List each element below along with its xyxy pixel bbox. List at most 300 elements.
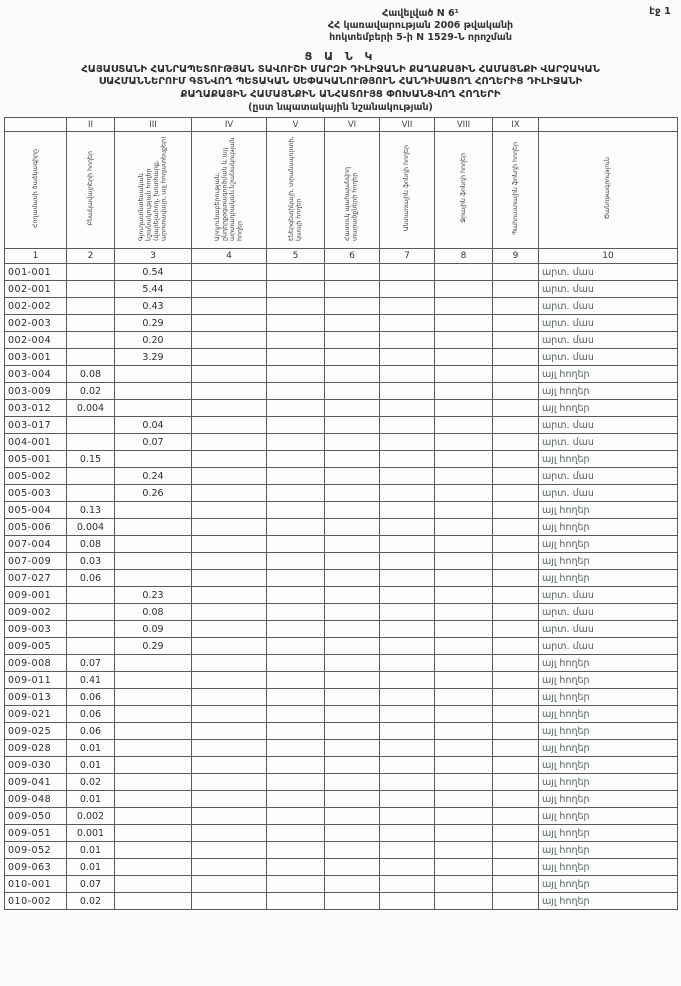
parcel-code-cell: 003-017 [5, 417, 67, 434]
area-value-cell: 0.07 [115, 434, 192, 451]
area-value-cell [115, 502, 192, 519]
table-row [5, 502, 678, 519]
table-row [5, 349, 678, 366]
area-value-cell [115, 723, 192, 740]
column-number: 10 [539, 249, 678, 264]
table-row [5, 366, 678, 383]
area-value-cell: 0.004 [67, 400, 115, 417]
area-value-cell [115, 689, 192, 706]
parcel-code-cell: 009-030 [5, 757, 67, 774]
note-cell: այլ հողեր [539, 757, 678, 774]
area-value-cell [380, 298, 435, 315]
area-value-cell: 0.08 [115, 604, 192, 621]
area-value-cell [435, 536, 493, 553]
roman-cell: IX [493, 118, 539, 132]
area-value-cell [435, 706, 493, 723]
appendix-label: Հավելված N 6¹ [382, 8, 459, 19]
area-value-cell [115, 893, 192, 910]
area-value-cell [192, 366, 267, 383]
area-value-cell: 0.01 [67, 757, 115, 774]
area-value-cell [435, 774, 493, 791]
area-value-cell [380, 264, 435, 281]
area-value-cell: 0.03 [67, 553, 115, 570]
area-value-cell [493, 434, 539, 451]
parcel-code-cell: 009-011 [5, 672, 67, 689]
parcel-code-cell: 002-002 [5, 298, 67, 315]
area-value-cell [192, 451, 267, 468]
area-value-cell [325, 570, 380, 587]
area-value-cell [192, 842, 267, 859]
note-cell: այլ հողեր [539, 706, 678, 723]
area-value-cell [67, 485, 115, 502]
area-value-cell [380, 757, 435, 774]
column-number: 3 [115, 249, 192, 264]
note-cell: այլ հողեր [539, 502, 678, 519]
area-value-cell: 0.26 [115, 485, 192, 502]
area-value-cell [267, 808, 325, 825]
area-value-cell: 0.23 [115, 587, 192, 604]
table-row [5, 655, 678, 672]
area-value-cell: 0.54 [115, 264, 192, 281]
area-value-cell [435, 468, 493, 485]
column-number-row [5, 249, 678, 264]
roman-cell: VIII [435, 118, 493, 132]
note-cell: այլ հողեր [539, 570, 678, 587]
area-value-cell [192, 621, 267, 638]
area-value-cell [192, 298, 267, 315]
area-value-cell [115, 451, 192, 468]
area-value-cell [380, 740, 435, 757]
area-value-cell [267, 604, 325, 621]
area-value-cell [493, 706, 539, 723]
note-cell: այլ հողեր [539, 400, 678, 417]
area-value-cell [325, 893, 380, 910]
note-cell: արտ. մաս [539, 621, 678, 638]
area-value-cell [192, 757, 267, 774]
title-line-2: ՍԱՀՄԱՆՆԵՐՈՒՄ ԳՏՆՎՈՂ ՊԵՏԱԿԱՆ ՍԵՓԱԿԱՆՈՒԹՅՈՒՆ ՀԱՆԴԻՍԱՑՈՂ ՀՈՂԵՐԻՑ ԴԻԼԻՋԱՆԻ [98, 76, 583, 88]
note-cell: արտ. մաս [539, 604, 678, 621]
table-row [5, 859, 678, 876]
parcel-code-cell: 007-027 [5, 570, 67, 587]
area-value-cell [493, 723, 539, 740]
area-value-cell [325, 740, 380, 757]
area-value-cell: 0.29 [115, 638, 192, 655]
area-value-cell [267, 451, 325, 468]
table-header [5, 118, 678, 264]
area-value-cell [435, 519, 493, 536]
note-cell: այլ հողեր [539, 842, 678, 859]
area-value-cell [192, 485, 267, 502]
area-value-cell [435, 298, 493, 315]
note-cell: արտ. մաս [539, 281, 678, 298]
area-value-cell [380, 842, 435, 859]
area-value-cell [435, 332, 493, 349]
note-cell: այլ հողեր [539, 366, 678, 383]
table-row [5, 706, 678, 723]
area-value-cell [267, 791, 325, 808]
area-value-cell [380, 859, 435, 876]
area-value-cell [435, 859, 493, 876]
area-value-cell [493, 638, 539, 655]
note-cell: արտ. մաս [539, 485, 678, 502]
roman-cell: II [67, 118, 115, 132]
area-value-cell: 0.07 [67, 655, 115, 672]
area-value-cell [115, 859, 192, 876]
area-value-cell [380, 587, 435, 604]
area-value-cell [380, 434, 435, 451]
area-value-cell [325, 366, 380, 383]
area-value-cell [67, 434, 115, 451]
area-value-cell [325, 332, 380, 349]
area-value-cell [325, 791, 380, 808]
area-value-cell [267, 502, 325, 519]
note-cell: այլ հողեր [539, 740, 678, 757]
roman-cell: VII [380, 118, 435, 132]
area-value-cell [192, 774, 267, 791]
document-title [0, 64, 681, 102]
area-value-cell: 0.01 [67, 740, 115, 757]
roman-cell: III [115, 118, 192, 132]
area-value-cell [380, 876, 435, 893]
table-row [5, 264, 678, 281]
table-row [5, 434, 678, 451]
title-line-3: ՔԱՂԱՔԱՅԻՆ ՀԱՄԱՅՆՔԻՆ ԱՆՀԱՏՈՒՅՑ ՓՈԽԱՆՑՎՈՂ ՀՈՂԵՐԻ [180, 88, 501, 100]
parcel-code-cell: 005-002 [5, 468, 67, 485]
parcel-code-cell: 009-008 [5, 655, 67, 672]
area-value-cell [267, 434, 325, 451]
area-value-cell [192, 723, 267, 740]
area-value-cell [493, 553, 539, 570]
area-value-cell [493, 502, 539, 519]
note-cell: այլ հողեր [539, 672, 678, 689]
roman-cell [5, 118, 67, 132]
area-value-cell [380, 315, 435, 332]
area-value-cell [115, 842, 192, 859]
parcel-code-cell: 004-001 [5, 434, 67, 451]
area-value-cell [267, 774, 325, 791]
area-value-cell [192, 638, 267, 655]
area-value-cell [435, 315, 493, 332]
parcel-code-cell: 005-006 [5, 519, 67, 536]
area-value-cell [435, 876, 493, 893]
note-cell: այլ հողեր [539, 689, 678, 706]
area-value-cell [325, 825, 380, 842]
column-header-settlement-lands: Բնակավայրերի հողեր [67, 132, 115, 249]
area-value-cell [267, 723, 325, 740]
area-value-cell [380, 349, 435, 366]
area-value-cell [192, 281, 267, 298]
area-value-cell [435, 893, 493, 910]
area-value-cell [192, 587, 267, 604]
area-value-cell [267, 468, 325, 485]
table-row [5, 825, 678, 842]
roman-cell: IV [192, 118, 267, 132]
parcel-code-cell: 009-041 [5, 774, 67, 791]
area-value-cell [325, 383, 380, 400]
area-value-cell [192, 859, 267, 876]
area-value-cell [267, 570, 325, 587]
area-value-cell [267, 553, 325, 570]
column-number: 7 [380, 249, 435, 264]
parcel-code-cell: 003-001 [5, 349, 67, 366]
area-value-cell [115, 808, 192, 825]
parcel-code-cell: 009-052 [5, 842, 67, 859]
area-value-cell [493, 740, 539, 757]
column-number: 1 [5, 249, 67, 264]
parcel-code-cell: 003-009 [5, 383, 67, 400]
area-value-cell: 3.29 [115, 349, 192, 366]
parcel-code-cell: 005-001 [5, 451, 67, 468]
area-value-cell [435, 689, 493, 706]
area-value-cell [67, 417, 115, 434]
area-value-cell [192, 604, 267, 621]
note-cell: արտ. մաս [539, 417, 678, 434]
area-value-cell [493, 332, 539, 349]
table-row [5, 298, 678, 315]
area-value-cell: 0.02 [67, 893, 115, 910]
note-cell: արտ. մաս [539, 434, 678, 451]
area-value-cell [435, 723, 493, 740]
area-value-cell: 0.29 [115, 315, 192, 332]
parcel-code-cell: 002-001 [5, 281, 67, 298]
table-row [5, 604, 678, 621]
area-value-cell [325, 281, 380, 298]
parcel-code-cell: 003-012 [5, 400, 67, 417]
area-value-cell [435, 638, 493, 655]
area-value-cell: 0.02 [67, 774, 115, 791]
parcel-code-cell: 009-063 [5, 859, 67, 876]
area-value-cell [380, 417, 435, 434]
area-value-cell [325, 689, 380, 706]
area-value-cell [493, 383, 539, 400]
area-value-cell [493, 349, 539, 366]
area-value-cell [192, 570, 267, 587]
area-value-cell [267, 587, 325, 604]
column-header-protected-areas: Հատուկ պահպանվող տարածքների հողեր [325, 132, 380, 249]
parcel-code-cell: 002-004 [5, 332, 67, 349]
area-value-cell [192, 417, 267, 434]
area-value-cell [493, 791, 539, 808]
roman-cell: VI [325, 118, 380, 132]
note-cell: այլ հողեր [539, 553, 678, 570]
roman-numeral-row [5, 118, 678, 132]
table-row [5, 723, 678, 740]
table-row [5, 536, 678, 553]
area-value-cell [435, 621, 493, 638]
area-value-cell [192, 264, 267, 281]
area-value-cell: 0.08 [67, 366, 115, 383]
area-value-cell: 0.002 [67, 808, 115, 825]
area-value-cell [493, 774, 539, 791]
area-value-cell [267, 706, 325, 723]
area-value-cell [67, 315, 115, 332]
area-value-cell [192, 893, 267, 910]
table-row [5, 332, 678, 349]
area-value-cell: 0.43 [115, 298, 192, 315]
column-number: 5 [267, 249, 325, 264]
note-cell: այլ հողեր [539, 723, 678, 740]
area-value-cell: 0.01 [67, 859, 115, 876]
area-value-cell [435, 570, 493, 587]
area-value-cell [67, 587, 115, 604]
document-subtitle: (ըստ նպատակային նշանակության) [248, 102, 433, 114]
area-value-cell [435, 349, 493, 366]
area-value-cell [493, 893, 539, 910]
area-value-cell [325, 536, 380, 553]
area-value-cell [493, 825, 539, 842]
area-value-cell [325, 502, 380, 519]
area-value-cell [267, 689, 325, 706]
table-row [5, 553, 678, 570]
table-row [5, 638, 678, 655]
area-value-cell [67, 281, 115, 298]
area-value-cell [380, 468, 435, 485]
area-value-cell [493, 757, 539, 774]
area-value-cell [380, 791, 435, 808]
area-value-cell [325, 400, 380, 417]
area-value-cell [493, 400, 539, 417]
area-value-cell: 0.004 [67, 519, 115, 536]
area-value-cell [67, 621, 115, 638]
area-value-cell [380, 808, 435, 825]
area-value-cell [435, 434, 493, 451]
area-value-cell [435, 451, 493, 468]
parcel-code-cell: 009-048 [5, 791, 67, 808]
area-value-cell: 0.13 [67, 502, 115, 519]
area-value-cell [267, 264, 325, 281]
area-value-cell [325, 264, 380, 281]
area-value-cell [380, 570, 435, 587]
area-value-cell [435, 281, 493, 298]
area-value-cell [192, 349, 267, 366]
parcel-code-cell: 009-025 [5, 723, 67, 740]
note-cell: արտ. մաս [539, 638, 678, 655]
area-value-cell [115, 553, 192, 570]
area-value-cell [267, 893, 325, 910]
area-value-cell [493, 264, 539, 281]
area-value-cell [325, 876, 380, 893]
area-value-cell [115, 366, 192, 383]
note-cell: այլ հողեր [539, 519, 678, 536]
area-value-cell: 0.09 [115, 621, 192, 638]
table-row [5, 400, 678, 417]
area-value-cell [325, 604, 380, 621]
area-value-cell [380, 519, 435, 536]
area-value-cell [325, 842, 380, 859]
area-value-cell [325, 757, 380, 774]
table-row [5, 689, 678, 706]
parcel-code-cell: 005-003 [5, 485, 67, 502]
note-cell: արտ. մաս [539, 468, 678, 485]
area-value-cell [380, 502, 435, 519]
area-value-cell [325, 298, 380, 315]
list-title: Ց Ա Ն Կ [304, 49, 377, 63]
area-value-cell [435, 808, 493, 825]
parcel-code-cell: 009-003 [5, 621, 67, 638]
column-number: 2 [67, 249, 115, 264]
area-value-cell [435, 502, 493, 519]
area-value-cell [192, 553, 267, 570]
area-value-cell [435, 587, 493, 604]
area-value-cell [435, 604, 493, 621]
area-value-cell: 0.001 [67, 825, 115, 842]
area-value-cell [267, 281, 325, 298]
table-body [5, 264, 678, 910]
decree-line-2: հոկտեմբերի 5-ի N 1529-Ն որոշման [329, 31, 512, 43]
table-row [5, 740, 678, 757]
table-row [5, 876, 678, 893]
parcel-code-cell: 009-051 [5, 825, 67, 842]
area-value-cell [493, 672, 539, 689]
area-value-cell: 0.06 [67, 706, 115, 723]
area-value-cell [267, 519, 325, 536]
area-value-cell [267, 672, 325, 689]
area-value-cell [325, 315, 380, 332]
column-number: 6 [325, 249, 380, 264]
area-value-cell [267, 740, 325, 757]
area-value-cell [267, 366, 325, 383]
table-row [5, 519, 678, 536]
area-value-cell [192, 383, 267, 400]
table-row [5, 485, 678, 502]
area-value-cell [115, 825, 192, 842]
area-value-cell [325, 859, 380, 876]
area-value-cell [267, 315, 325, 332]
rotated-header-row [5, 132, 678, 249]
area-value-cell [493, 808, 539, 825]
area-value-cell [325, 808, 380, 825]
area-value-cell [493, 315, 539, 332]
table-row [5, 808, 678, 825]
area-value-cell [67, 468, 115, 485]
area-value-cell [267, 485, 325, 502]
note-cell: այլ հողեր [539, 536, 678, 553]
table-row [5, 383, 678, 400]
table-row [5, 468, 678, 485]
area-value-cell: 0.06 [67, 689, 115, 706]
area-value-cell [192, 332, 267, 349]
area-value-cell [380, 451, 435, 468]
note-cell: արտ. մաս [539, 332, 678, 349]
area-value-cell [267, 638, 325, 655]
area-value-cell [192, 468, 267, 485]
area-value-cell [267, 621, 325, 638]
area-value-cell [267, 757, 325, 774]
area-value-cell [267, 417, 325, 434]
note-cell: այլ հողեր [539, 825, 678, 842]
column-header-water-fund: Ջրային ֆոնդի հողեր [435, 132, 493, 249]
area-value-cell [325, 638, 380, 655]
parcel-code-cell: 009-028 [5, 740, 67, 757]
area-value-cell: 0.04 [115, 417, 192, 434]
table-row [5, 774, 678, 791]
parcel-code-cell: 007-004 [5, 536, 67, 553]
land-parcels-table [4, 117, 678, 910]
area-value-cell [493, 604, 539, 621]
area-value-cell [380, 638, 435, 655]
area-value-cell [380, 655, 435, 672]
area-value-cell [192, 400, 267, 417]
roman-cell [539, 118, 678, 132]
area-value-cell [325, 519, 380, 536]
area-value-cell [435, 825, 493, 842]
parcel-code-cell: 009-021 [5, 706, 67, 723]
area-value-cell [67, 332, 115, 349]
parcel-code-cell: 009-001 [5, 587, 67, 604]
area-value-cell [325, 349, 380, 366]
area-value-cell [192, 536, 267, 553]
area-value-cell [192, 502, 267, 519]
